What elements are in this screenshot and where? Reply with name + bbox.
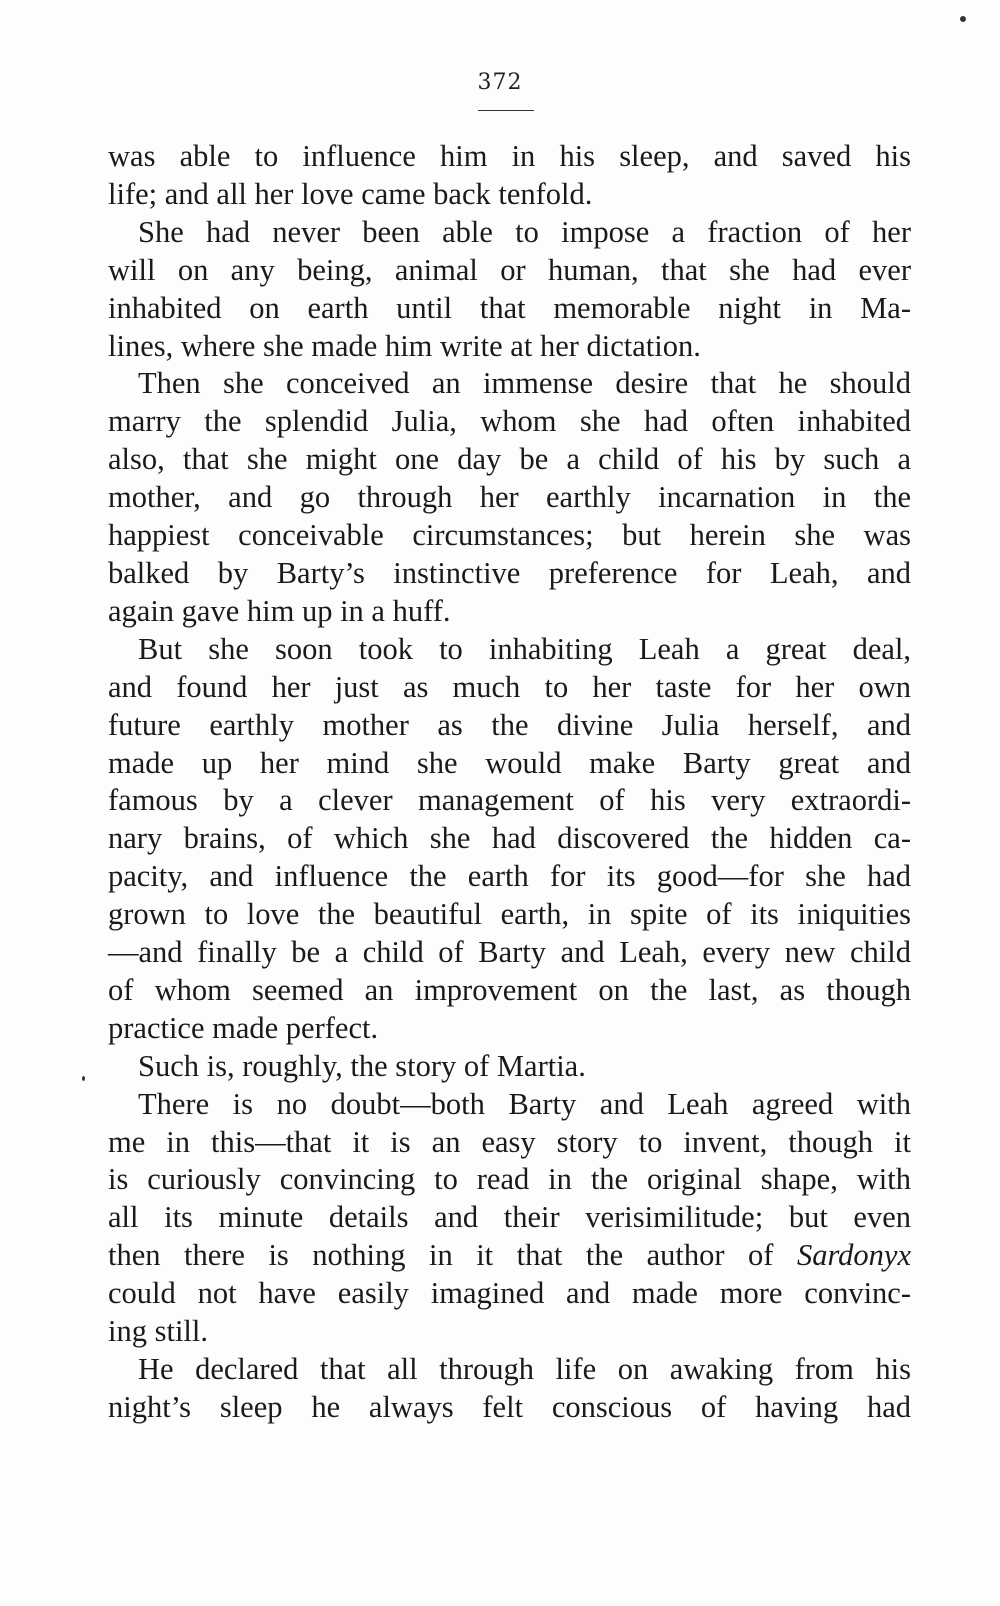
- scan-speck: [82, 1076, 85, 1081]
- scan-speck: [960, 16, 966, 22]
- text-line: pacity, and influence the earth for its good—for she had: [108, 859, 911, 894]
- text-line: night’s sleep he always felt conscious of having had: [108, 1389, 911, 1424]
- text-line: practice made perfect.: [108, 1010, 379, 1045]
- text-fragment: then there is nothing in it that the author of: [108, 1238, 774, 1273]
- text-line: ing still.: [108, 1314, 208, 1349]
- text-line: happiest conceivable circumstances; but herein she was: [108, 518, 911, 553]
- text-line-with-italic: [108, 1237, 911, 1275]
- text-line: all its minute details and their verisimilitude; but even: [108, 1200, 911, 1235]
- text-line: But she soon took to inhabiting Leah a great deal,: [138, 631, 911, 666]
- text-line: life; and all her love came back tenfold.: [108, 176, 593, 211]
- body-text: [108, 138, 911, 1427]
- text-line: could not have easily imagined and made more convinc-: [108, 1276, 911, 1311]
- text-line: balked by Barty’s instinctive preference for Leah, and: [108, 555, 911, 590]
- text-line: There is no doubt—both Barty and Leah agreed with: [138, 1086, 911, 1121]
- text-line: made up her mind she would make Barty great and: [108, 745, 911, 780]
- text-line: of whom seemed an improvement on the last, as though: [108, 972, 911, 1007]
- text-line: nary brains, of which she had discovered the hidden ca-: [108, 821, 911, 856]
- text-line: Such is, roughly, the story of Martia.: [138, 1048, 586, 1083]
- text-line: was able to influence him in his sleep, and saved his: [108, 139, 911, 173]
- text-line: —and finally be a child of Barty and Leah, every new child: [108, 935, 911, 970]
- text-line: She had never been able to impose a fraction of her: [138, 214, 911, 249]
- page-number: 372: [477, 70, 523, 95]
- text-line: again gave him up in a huff.: [108, 593, 451, 628]
- text-line: famous by a clever management of his very extraordi-: [108, 783, 911, 818]
- italic-title: Sardonyx: [796, 1238, 911, 1273]
- text-line: mother, and go through her earthly incarnation in the: [108, 480, 911, 515]
- text-line: future earthly mother as the divine Julia herself, and: [108, 707, 911, 742]
- text-line: inhabited on earth until that memorable night in Ma-: [108, 290, 911, 325]
- text-line: marry the splendid Julia, whom she had often inhabited: [108, 404, 911, 439]
- text-line: is curiously convincing to read in the original shape, with: [108, 1162, 911, 1197]
- header-rule: [478, 110, 534, 111]
- text-line: grown to love the beautiful earth, in spite of its iniquities: [108, 897, 911, 932]
- text-line: will on any being, animal or human, that she had ever: [108, 252, 911, 287]
- text-line: me in this—that it is an easy story to invent, though it: [108, 1124, 911, 1159]
- text-line: He declared that all through life on awaking from his: [138, 1352, 911, 1386]
- text-line: Then she conceived an immense desire that he should: [138, 366, 911, 401]
- text-line: lines, where she made him write at her dictation.: [108, 328, 701, 363]
- text-line: and found her just as much to her taste for her own: [108, 669, 911, 704]
- text-line: also, that she might one day be a child of his by such a: [108, 442, 911, 477]
